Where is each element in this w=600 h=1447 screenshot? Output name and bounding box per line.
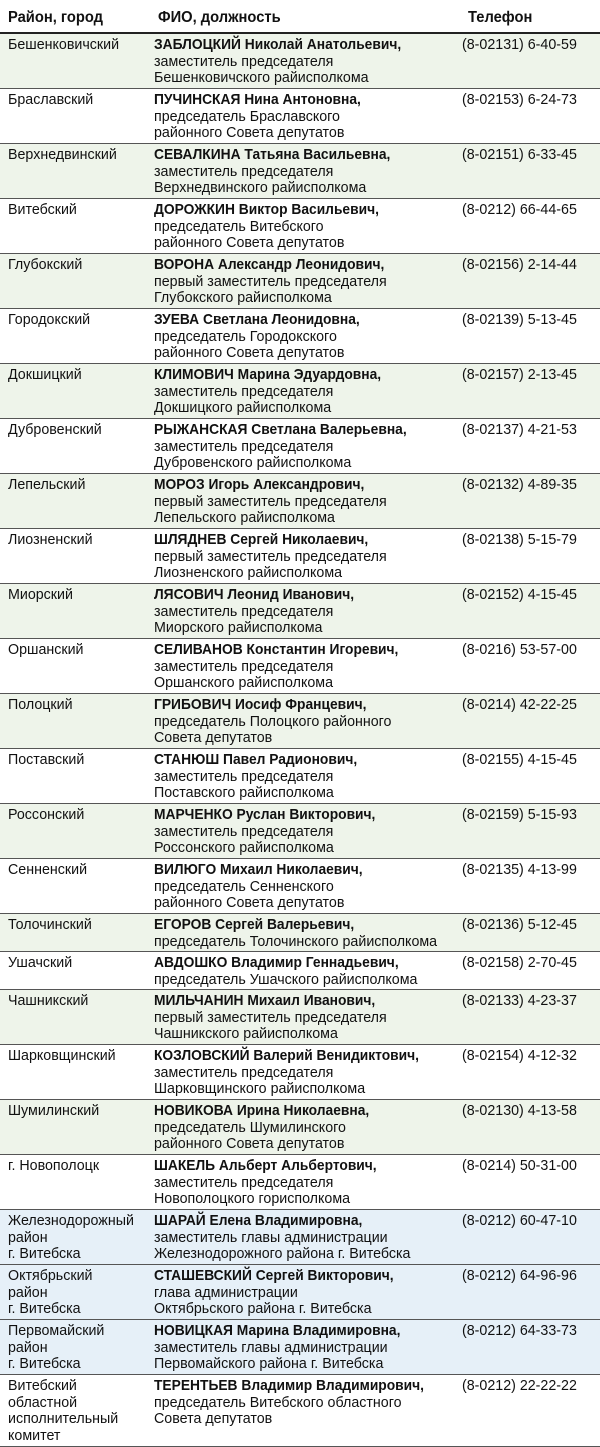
person-name: НОВИЦКАЯ Марина Владимировна, xyxy=(154,1322,401,1339)
person-cell xyxy=(154,955,464,988)
phone-cell: (8-02155) 4-15-45 xyxy=(462,751,577,768)
district-cell: Октябрьский район г. Витебска xyxy=(8,1267,93,1317)
person-cell xyxy=(154,367,464,417)
district-cell: Шарковщинский xyxy=(8,1047,116,1064)
person-cell xyxy=(154,862,464,912)
phone-cell: (8-02136) 5-12-45 xyxy=(462,916,577,933)
district-cell: Дубровенский xyxy=(8,421,102,438)
table-row xyxy=(0,34,600,89)
person-position: первый заместитель председателя Лепельского райисполкома xyxy=(154,492,387,526)
table-row xyxy=(0,694,600,749)
person-name: ВИЛЮГО Михаил Николаевич, xyxy=(154,861,363,878)
district-cell: Витебский xyxy=(8,201,77,218)
person-position: заместитель председателя Шарковщинского райисполкома xyxy=(154,1063,366,1097)
person-name: ТЕРЕНТЬЕВ Владимир Владимирович, xyxy=(154,1377,424,1394)
person-name: ВОРОНА Александр Леонидович, xyxy=(154,256,385,273)
person-name: ГРИБОВИЧ Иосиф Францевич, xyxy=(154,696,367,713)
table-row xyxy=(0,584,600,639)
person-cell xyxy=(154,477,464,527)
table-row xyxy=(0,1155,600,1210)
person-cell xyxy=(154,1213,464,1263)
phone-cell: (8-02131) 6-40-59 xyxy=(462,36,577,53)
district-cell: Ушачский xyxy=(8,954,73,971)
district-cell: Чашникский xyxy=(8,992,89,1009)
person-name: СЕВАЛКИНА Татьяна Васильевна, xyxy=(154,146,391,163)
phone-cell: (8-0214) 50-31-00 xyxy=(462,1157,577,1174)
phone-cell: (8-0212) 64-33-73 xyxy=(462,1322,577,1339)
person-position: первый заместитель председателя Чашникского райисполкома xyxy=(154,1008,387,1042)
table-row xyxy=(0,309,600,364)
district-cell: Поставский xyxy=(8,751,85,768)
person-cell xyxy=(154,312,464,362)
person-name: ЕГОРОВ Сергей Валерьевич, xyxy=(154,916,355,933)
person-name: КОЗЛОВСКИЙ Валерий Венидиктович, xyxy=(154,1047,419,1064)
district-cell: Полоцкий xyxy=(8,696,73,713)
person-position: первый заместитель председателя Лиозненского райисполкома xyxy=(154,547,387,581)
district-cell: Глубокский xyxy=(8,256,83,273)
person-name: ДОРОЖКИН Виктор Васильевич, xyxy=(154,201,379,218)
district-cell: Шумилинский xyxy=(8,1102,100,1119)
table-row xyxy=(0,1210,600,1265)
phone-cell: (8-02133) 4-23-37 xyxy=(462,992,577,1009)
person-position: председатель Шумилинского районного Совета депутатов xyxy=(154,1118,346,1152)
person-name: АВДОШКО Владимир Геннадьевич, xyxy=(154,954,399,971)
phone-cell: (8-0212) 60-47-10 xyxy=(462,1212,577,1229)
person-cell xyxy=(154,202,464,252)
phone-cell: (8-02152) 4-15-45 xyxy=(462,586,577,603)
phone-cell: (8-02157) 2-13-45 xyxy=(462,366,577,383)
person-position: заместитель председателя Докшицкого райисполкома xyxy=(154,382,334,416)
person-position: заместитель главы администрации Первомайского района г. Витебска xyxy=(154,1338,388,1372)
person-position: заместитель главы администрации Железнодорожного района г. Витебска xyxy=(154,1228,411,1262)
person-cell xyxy=(154,1378,464,1428)
phone-cell: (8-0212) 22-22-22 xyxy=(462,1377,577,1394)
person-position: заместитель председателя Поставского райисполкома xyxy=(154,767,334,801)
person-cell xyxy=(154,1103,464,1153)
table-row xyxy=(0,1100,600,1155)
person-name: НОВИКОВА Ирина Николаевна, xyxy=(154,1102,370,1119)
person-name: МАРЧЕНКО Руслан Викторович, xyxy=(154,806,376,823)
table-row xyxy=(0,804,600,859)
person-cell xyxy=(154,532,464,582)
table-row xyxy=(0,1045,600,1100)
person-cell xyxy=(154,697,464,747)
person-position: заместитель председателя Новополоцкого горисполкома xyxy=(154,1173,351,1207)
table-row xyxy=(0,749,600,804)
person-name: КЛИМОВИЧ Марина Эдуардовна, xyxy=(154,366,382,383)
person-position: председатель Полоцкого районного Совета депутатов xyxy=(154,712,392,746)
table-row xyxy=(0,364,600,419)
header-district: Район, город xyxy=(8,9,103,26)
district-cell: Железнодорожный район г. Витебска xyxy=(8,1212,134,1262)
phone-cell: (8-0214) 42-22-25 xyxy=(462,696,577,713)
table-row xyxy=(0,529,600,584)
person-cell xyxy=(154,587,464,637)
person-name: МИЛЬЧАНИН Михаил Иванович, xyxy=(154,992,376,1009)
person-cell xyxy=(154,147,464,197)
table-header xyxy=(0,0,600,34)
district-cell: Лепельский xyxy=(8,476,86,493)
district-cell: Городокский xyxy=(8,311,91,328)
person-cell xyxy=(154,1323,464,1373)
person-name: ПУЧИНСКАЯ Нина Антоновна, xyxy=(154,91,361,108)
person-cell xyxy=(154,37,464,87)
person-cell xyxy=(154,1048,464,1098)
person-cell xyxy=(154,1158,464,1208)
person-position: председатель Городокского районного Совета депутатов xyxy=(154,327,345,361)
district-cell: г. Новополоцк xyxy=(8,1157,100,1174)
person-name: ШЛЯДНЕВ Сергей Николаевич, xyxy=(154,531,369,548)
district-cell: Докшицкий xyxy=(8,366,82,383)
person-name: ШАКЕЛЬ Альберт Альбертович, xyxy=(154,1157,377,1174)
person-name: ШАРАЙ Елена Владимировна, xyxy=(154,1212,363,1229)
person-position: глава администрации Октябрьского района г. Витебска xyxy=(154,1283,372,1317)
district-cell: Россонский xyxy=(8,806,85,823)
district-cell: Толочинский xyxy=(8,916,92,933)
table-row xyxy=(0,914,600,952)
person-name: СТАШЕВСКИЙ Сергей Викторович, xyxy=(154,1267,394,1284)
district-cell: Бешенковичский xyxy=(8,36,120,53)
person-position: председатель Витебского областного Совета депутатов xyxy=(154,1393,402,1427)
phone-cell: (8-02135) 4-13-99 xyxy=(462,861,577,878)
phone-cell: (8-0212) 66-44-65 xyxy=(462,201,577,218)
table-row xyxy=(0,144,600,199)
phone-cell: (8-02137) 4-21-53 xyxy=(462,421,577,438)
phone-cell: (8-0216) 53-57-00 xyxy=(462,641,577,658)
table-row xyxy=(0,474,600,529)
person-name: СТАНЮШ Павел Радионович, xyxy=(154,751,358,768)
table-row xyxy=(0,1265,600,1320)
phone-cell: (8-02158) 2-70-45 xyxy=(462,954,577,971)
district-cell: Миорский xyxy=(8,586,73,603)
person-position: председатель Браславского районного Совета депутатов xyxy=(154,107,345,141)
table-row xyxy=(0,859,600,914)
person-position: первый заместитель председателя Глубокского райисполкома xyxy=(154,272,387,306)
table-row xyxy=(0,952,600,990)
person-position: заместитель председателя Верхнедвинского райисполкома xyxy=(154,162,367,196)
person-position: заместитель председателя Россонского райисполкома xyxy=(154,822,334,856)
table-row xyxy=(0,419,600,474)
header-person: ФИО, должность xyxy=(158,9,281,26)
phone-cell: (8-02156) 2-14-44 xyxy=(462,256,577,273)
district-cell: Витебский областной исполнительный комитет xyxy=(8,1377,119,1444)
person-cell xyxy=(154,257,464,307)
person-position: председатель Ушачского райисполкома xyxy=(154,970,418,988)
district-cell: Сенненский xyxy=(8,861,88,878)
district-cell: Верхнедвинский xyxy=(8,146,117,163)
table-row xyxy=(0,89,600,144)
table-row xyxy=(0,639,600,694)
person-name: СЕЛИВАНОВ Константин Игоревич, xyxy=(154,641,399,658)
person-cell xyxy=(154,92,464,142)
table-body xyxy=(0,34,600,1447)
person-cell xyxy=(154,752,464,802)
person-cell xyxy=(154,642,464,692)
person-cell xyxy=(154,422,464,472)
phone-cell: (8-02153) 6-24-73 xyxy=(462,91,577,108)
table-row xyxy=(0,254,600,309)
person-position: председатель Толочинского райисполкома xyxy=(154,932,438,950)
person-position: заместитель председателя Дубровенского райисполкома xyxy=(154,437,352,471)
district-cell: Оршанский xyxy=(8,641,84,658)
district-cell: Лиозненский xyxy=(8,531,93,548)
person-position: председатель Витебского районного Совета депутатов xyxy=(154,217,345,251)
phone-cell: (8-0212) 64-96-96 xyxy=(462,1267,577,1284)
phone-cell: (8-02151) 6-33-45 xyxy=(462,146,577,163)
phone-cell: (8-02159) 5-15-93 xyxy=(462,806,577,823)
district-cell: Браславский xyxy=(8,91,94,108)
person-position: заместитель председателя Бешенковичского райисполкома xyxy=(154,52,369,86)
person-cell xyxy=(154,993,464,1043)
person-position: председатель Сенненского районного Совета депутатов xyxy=(154,877,345,911)
person-cell xyxy=(154,807,464,857)
phone-cell: (8-02132) 4-89-35 xyxy=(462,476,577,493)
phone-cell: (8-02130) 4-13-58 xyxy=(462,1102,577,1119)
table-row xyxy=(0,1320,600,1375)
phone-cell: (8-02138) 5-15-79 xyxy=(462,531,577,548)
person-name: ЛЯСОВИЧ Леонид Иванович, xyxy=(154,586,355,603)
table-row xyxy=(0,199,600,254)
person-name: ЗАБЛОЦКИЙ Николай Анатольевич, xyxy=(154,36,402,53)
table-row xyxy=(0,990,600,1045)
person-cell xyxy=(154,917,464,950)
person-position: заместитель председателя Оршанского райисполкома xyxy=(154,657,334,691)
phone-cell: (8-02139) 5-13-45 xyxy=(462,311,577,328)
person-name: РЫЖАНСКАЯ Светлана Валерьевна, xyxy=(154,421,407,438)
person-name: МОРОЗ Игорь Александрович, xyxy=(154,476,365,493)
person-position: заместитель председателя Миорского райисполкома xyxy=(154,602,334,636)
person-cell xyxy=(154,1268,464,1318)
header-phone: Телефон xyxy=(468,9,533,26)
table-row xyxy=(0,1375,600,1447)
district-cell: Первомайский район г. Витебска xyxy=(8,1322,105,1372)
person-name: ЗУЕВА Светлана Леонидовна, xyxy=(154,311,360,328)
phone-cell: (8-02154) 4-12-32 xyxy=(462,1047,577,1064)
